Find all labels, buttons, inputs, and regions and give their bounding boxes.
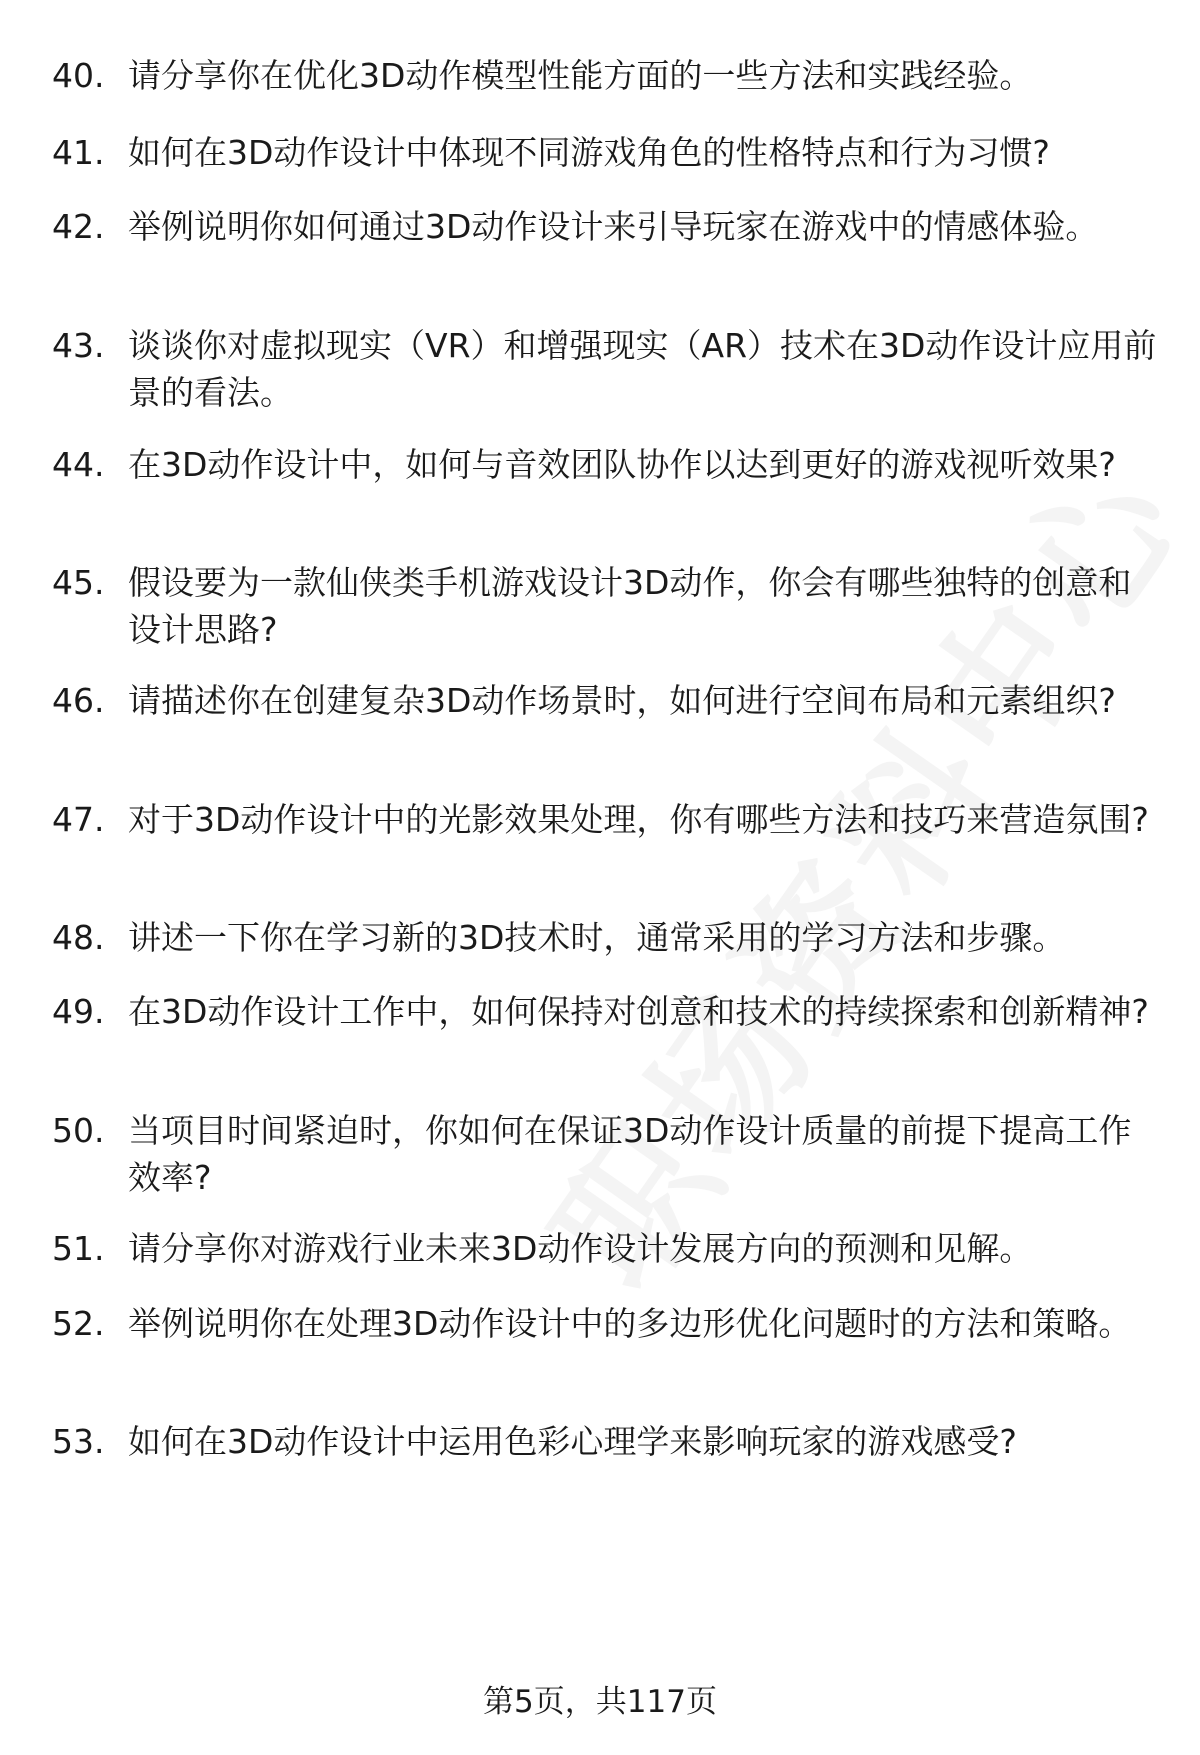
question-number: 44. [52, 445, 105, 484]
question-number: 52. [52, 1304, 105, 1343]
question-number: 49. [52, 992, 105, 1031]
question-text: 如何在3D动作设计中体现不同游戏角色的性格特点和行为习惯? [128, 133, 1050, 172]
question-item [52, 52, 1162, 99]
question-item [52, 1107, 1162, 1201]
question-text: 举例说明你在处理3D动作设计中的多边形优化问题时的方法和策略。 [128, 1304, 1132, 1343]
question-number: 46. [52, 681, 105, 720]
question-text: 当项目时间紧迫时，你如何在保证3D动作设计质量的前提下提高工作效率? [128, 1111, 1132, 1197]
question-number: 53. [52, 1422, 105, 1461]
question-item [52, 559, 1162, 653]
question-number: 51. [52, 1229, 105, 1268]
question-text: 谈谈你对虚拟现实（VR）和增强现实（AR）技术在3D动作设计应用前景的看法。 [128, 326, 1157, 412]
question-item [52, 914, 1162, 961]
question-text: 请描述你在创建复杂3D动作场景时，如何进行空间布局和元素组织? [128, 681, 1116, 720]
question-number: 40. [52, 56, 105, 95]
question-number: 47. [52, 800, 105, 839]
question-text: 讲述一下你在学习新的3D技术时，通常采用的学习方法和步骤。 [128, 918, 1066, 957]
question-number: 43. [52, 326, 105, 365]
question-number: 50. [52, 1111, 105, 1150]
question-item [52, 1418, 1162, 1465]
question-item [52, 1300, 1162, 1347]
question-item [52, 441, 1162, 488]
question-number: 48. [52, 918, 105, 957]
question-item [52, 322, 1162, 416]
question-number: 42. [52, 207, 105, 246]
question-text: 请分享你在优化3D动作模型性能方面的一些方法和实践经验。 [128, 56, 1033, 95]
question-text: 举例说明你如何通过3D动作设计来引导玩家在游戏中的情感体验。 [128, 207, 1099, 246]
question-item [52, 677, 1162, 724]
page-footer: 第5页，共117页 [483, 1684, 717, 1720]
question-text: 请分享你对游戏行业未来3D动作设计发展方向的预测和见解。 [128, 1229, 1033, 1268]
question-number: 41. [52, 133, 105, 172]
question-text: 如何在3D动作设计中运用色彩心理学来影响玩家的游戏感受? [128, 1422, 1017, 1461]
question-item [52, 988, 1162, 1035]
question-text: 在3D动作设计中，如何与音效团队协作以达到更好的游戏视听效果? [128, 445, 1116, 484]
question-item [52, 203, 1162, 250]
question-text: 在3D动作设计工作中，如何保持对创意和技术的持续探索和创新精神? [128, 992, 1149, 1031]
question-item [52, 129, 1162, 176]
question-text: 对于3D动作设计中的光影效果处理，你有哪些方法和技巧来营造氛围? [128, 800, 1149, 839]
question-item [52, 796, 1162, 843]
question-text: 假设要为一款仙侠类手机游戏设计3D动作，你会有哪些独特的创意和设计思路? [128, 563, 1132, 649]
question-number: 45. [52, 563, 105, 602]
question-item [52, 1225, 1162, 1272]
